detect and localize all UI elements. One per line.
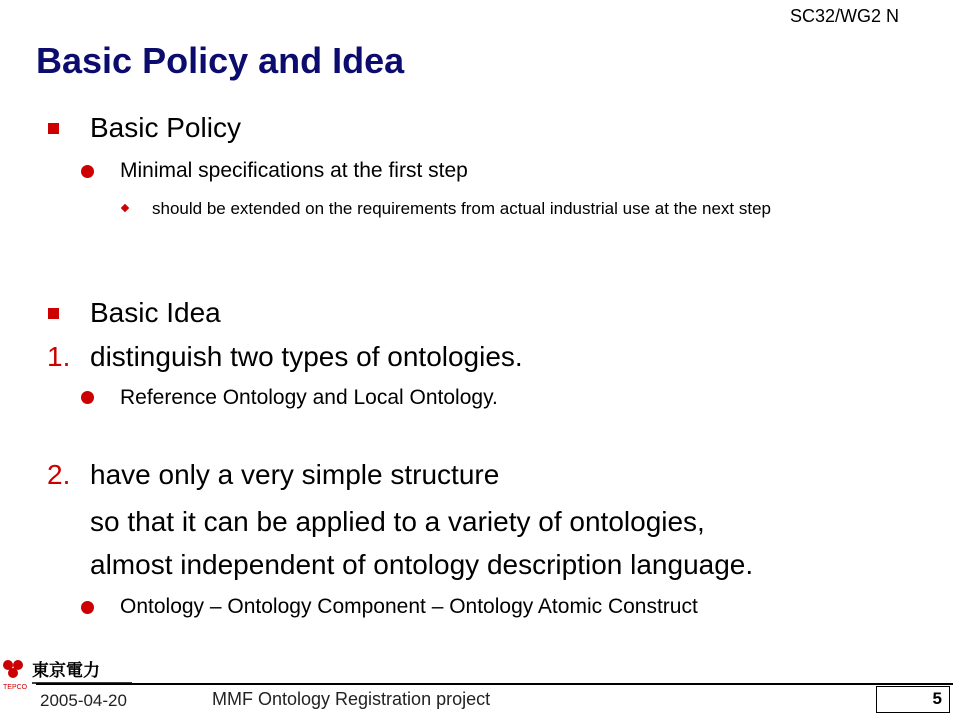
square-bullet-icon — [48, 123, 59, 134]
policy-heading: Basic Policy — [90, 112, 241, 143]
footer-project: MMF Ontology Registration project — [212, 689, 491, 709]
footer-divider — [36, 683, 953, 685]
tepco-logo — [0, 656, 140, 694]
page-number: 5 — [932, 689, 942, 708]
logo-text: 東京電力 — [32, 661, 100, 681]
item-number: 2. — [47, 459, 71, 490]
idea-heading: Basic Idea — [90, 297, 221, 328]
idea-item-2-sub: Ontology – Ontology Component – Ontology Atomic Construct — [120, 595, 698, 618]
logo-subtext: TEPCO — [3, 684, 28, 691]
policy-point: Minimal specifications at the first step — [120, 159, 468, 182]
document-id: SC32/WG2 N — [790, 6, 900, 26]
slide-title: Basic Policy and Idea — [36, 40, 405, 81]
round-bullet-icon — [81, 165, 94, 178]
diamond-bullet-icon — [121, 204, 129, 212]
idea-item-1-sub: Reference Ontology and Local Ontology. — [120, 386, 498, 409]
square-bullet-icon — [48, 308, 59, 319]
policy-detail: should be extended on the requirements from actual industrial use at the next step — [152, 199, 771, 218]
round-bullet-icon — [81, 601, 94, 614]
item-number: 1. — [47, 341, 71, 372]
idea-item-2-line-2: so that it can be applied to a variety of ontologies, — [90, 506, 705, 537]
idea-item-2: have only a very simple structure — [90, 459, 500, 490]
idea-item-2-line-3: almost independent of ontology description language. — [90, 549, 754, 580]
footer-date: 2005-04-20 — [40, 691, 127, 710]
round-bullet-icon — [81, 391, 94, 404]
idea-item-1: distinguish two types of ontologies. — [90, 341, 523, 372]
